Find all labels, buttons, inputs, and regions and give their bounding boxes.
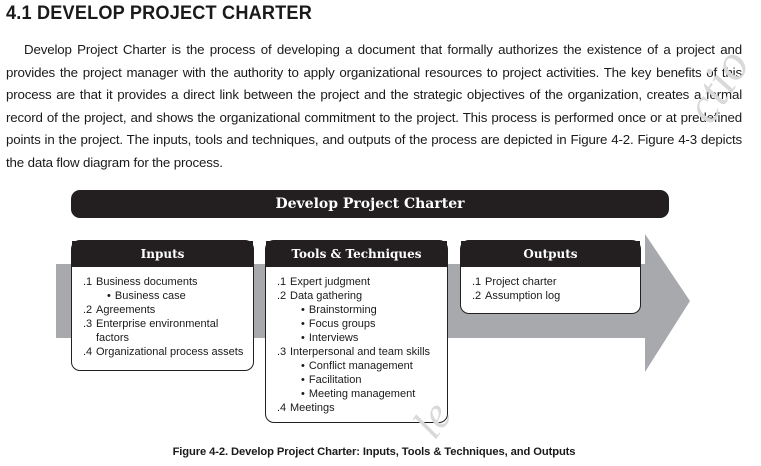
bullet-icon: • xyxy=(301,332,305,344)
list-item xyxy=(277,359,447,373)
list-item xyxy=(83,303,253,317)
process-banner: Develop Project Charter xyxy=(71,190,669,218)
list-item xyxy=(472,289,640,303)
item-number: .2 xyxy=(83,304,93,316)
item-number: .1 xyxy=(277,276,287,288)
item-number: .1 xyxy=(83,276,93,288)
item-number: .1 xyxy=(472,276,482,288)
bullet-icon: • xyxy=(107,290,111,302)
bullet-icon: • xyxy=(301,304,305,316)
item-text: Data gathering xyxy=(290,290,363,302)
outputs-header: Outputs xyxy=(461,241,640,267)
item-text: Brainstorming xyxy=(308,304,377,316)
list-item xyxy=(277,275,447,289)
watermark-bottom: le xyxy=(402,392,462,447)
list-item xyxy=(277,289,447,303)
item-text: Interpersonal and team skills xyxy=(290,346,431,358)
item-number: .2 xyxy=(472,290,482,302)
inputs-header: Inputs xyxy=(72,241,253,267)
item-number: .4 xyxy=(83,346,93,358)
list-item xyxy=(83,331,253,345)
bullet-icon: • xyxy=(301,388,305,400)
item-number: .3 xyxy=(83,318,93,330)
item-text: Agreements xyxy=(96,304,156,316)
item-number: .2 xyxy=(277,290,287,302)
section-heading: 4.1 DEVELOP PROJECT CHARTER xyxy=(6,2,312,24)
list-item xyxy=(277,303,447,317)
item-text: Interviews xyxy=(308,332,359,344)
watermark-top: ctio xyxy=(672,38,761,133)
item-text: factors xyxy=(96,332,130,344)
item-text: Focus groups xyxy=(308,318,376,330)
item-text: Facilitation xyxy=(308,374,362,386)
item-text: Expert judgment xyxy=(290,276,371,288)
bullet-icon: • xyxy=(301,374,305,386)
item-number: .3 xyxy=(277,346,287,358)
outputs-list xyxy=(461,267,640,303)
item-text: Assumption log xyxy=(485,290,561,302)
inputs-box xyxy=(71,240,254,371)
list-item xyxy=(472,275,640,289)
bullet-icon: • xyxy=(301,318,305,330)
list-item xyxy=(277,373,447,387)
figure-caption: Figure 4-2. Develop Project Charter: Inputs, Tools & Techniques, and Outputs xyxy=(172,446,576,458)
item-text: Business case xyxy=(114,290,186,302)
list-item xyxy=(83,317,253,331)
item-number: .4 xyxy=(277,402,287,414)
list-item xyxy=(83,345,253,359)
bullet-icon: • xyxy=(301,360,305,372)
list-item xyxy=(277,317,447,331)
tools-header: Tools & Techniques xyxy=(266,241,447,267)
item-text: Conflict management xyxy=(308,360,413,372)
list-item xyxy=(277,345,447,359)
outputs-box xyxy=(460,240,641,314)
intro-paragraph: Develop Project Charter is the process of developing a document that formally authorizes the existence of a project and provides the project manager with the authority to apply organizational resources to project activities. The key benefits of this process are that it provides a direct link between the project and the strategic objectives of the organization, creates a formal record of the project, and shows the organizational commitment to the project. This process is performed once or at predefined points in the project. The inputs, tools and techniques, and outputs of the process are depicted in Figure 4-2. Figure 4-3 depicts the data flow diagram for the process. xyxy=(6,42,742,170)
item-text: Project charter xyxy=(485,276,557,288)
list-item xyxy=(277,331,447,345)
list-item xyxy=(83,289,253,303)
inputs-list xyxy=(72,267,253,359)
item-text: Organizational process assets xyxy=(96,346,244,358)
item-text: Meetings xyxy=(290,402,335,414)
item-text: Business documents xyxy=(96,276,198,288)
list-item xyxy=(83,275,253,289)
item-text: Enterprise environmental xyxy=(96,318,219,330)
item-text: Meeting management xyxy=(308,388,416,400)
